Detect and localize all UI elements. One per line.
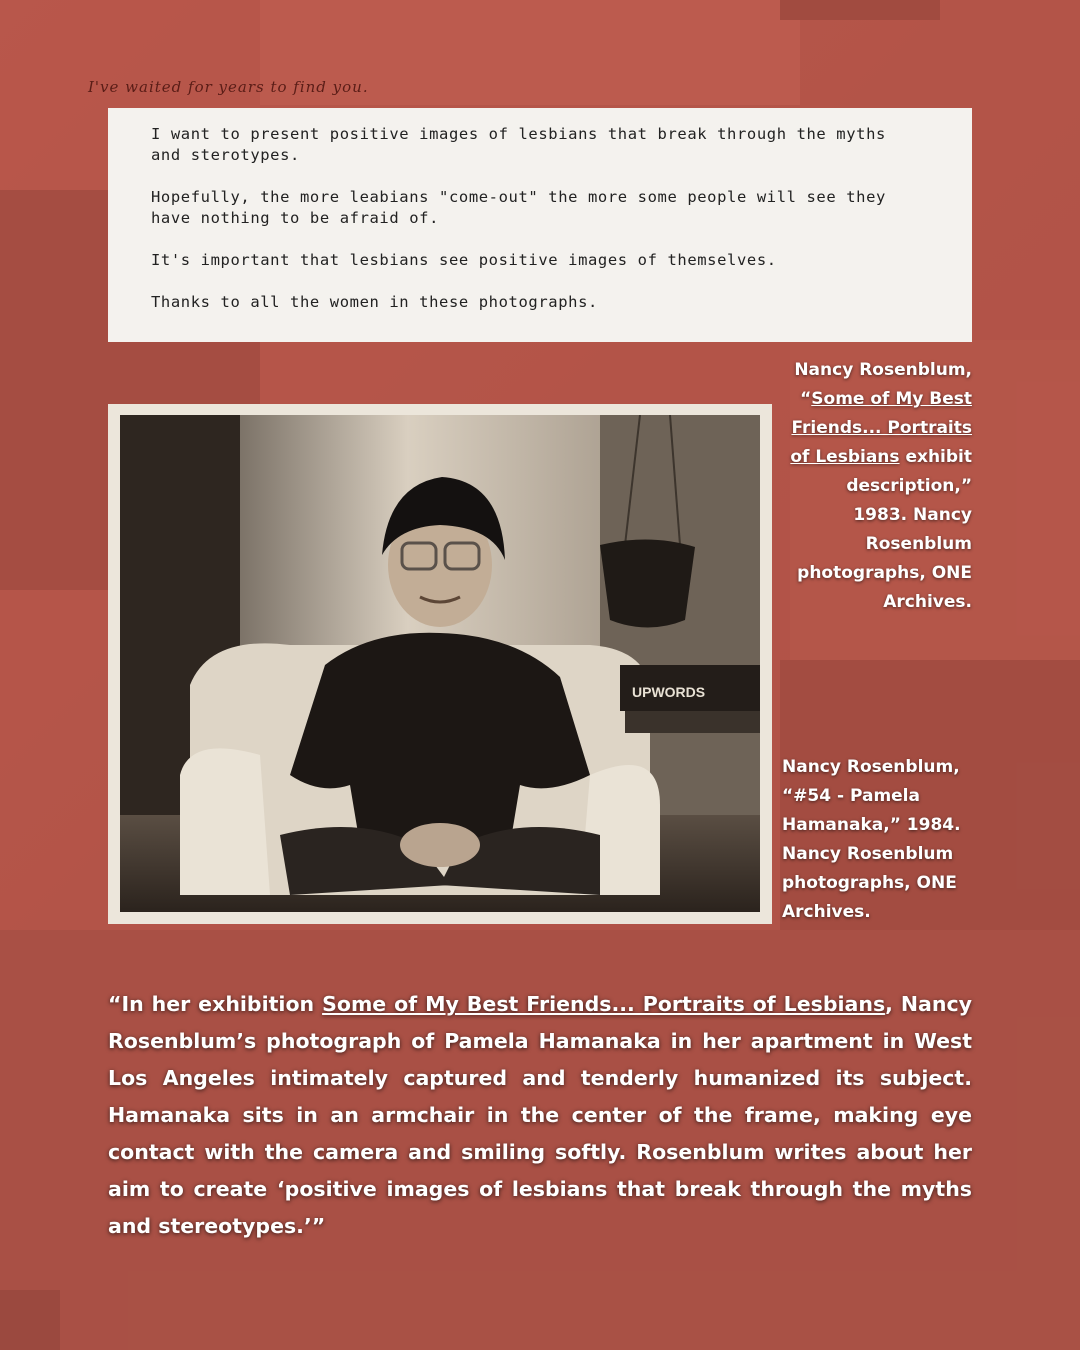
exhibition-quote <box>108 986 972 1245</box>
typed-exhibit-note <box>108 108 972 342</box>
quote-body: , Nancy Rosenblum’s photograph of Pamela Hamanaka in her apartment in West Los Angeles intimately captured and tenderly humanized its subject. Hamanaka sits in an armchair in the center of the frame, making eye contact with the camera and smiling softly. Rosenblum writes about her aim to create ‘positive images of lesbians that break through the myths and stereotypes.’” <box>108 992 972 1238</box>
quote-exhibit-title: Some of My Best Friends... Portraits of Lesbians <box>322 992 886 1016</box>
photo-caption: Nancy Rosenblum, “#54 - Pamela Hamanaka,” 1984. Nancy Rosenblum photographs, ONE Archives. <box>782 757 961 922</box>
typed-line: It's important that lesbians see positive images of themselves. <box>151 251 777 269</box>
typed-line: I want to present positive images of lesbians that break through the myths and sterotypes. <box>151 125 886 164</box>
portrait-photograph <box>108 404 772 924</box>
typed-line: Hopefully, the more leabians "come-out" the more some people will see they have nothing to be afraid of. <box>151 188 886 227</box>
caption-open-quote: “ <box>800 389 812 409</box>
typed-line: Thanks to all the women in these photographs. <box>151 293 598 311</box>
quote-prefix: “In her exhibition <box>108 992 323 1016</box>
caption-exhibit-title: Some of My Best Friends... Portraits of Lesbians <box>790 389 972 467</box>
handwritten-script-line: I've waited for years to find you. <box>88 78 369 96</box>
exhibit-description-caption <box>790 356 972 617</box>
portrait-photo-image <box>120 415 760 912</box>
upwords-box-label: UPWORDS <box>632 684 706 700</box>
caption-source: exhibit description,” 1983. Nancy Rosenblum photographs, ONE Archives. <box>797 447 972 612</box>
caption-author: Nancy Rosenblum, <box>794 360 972 380</box>
